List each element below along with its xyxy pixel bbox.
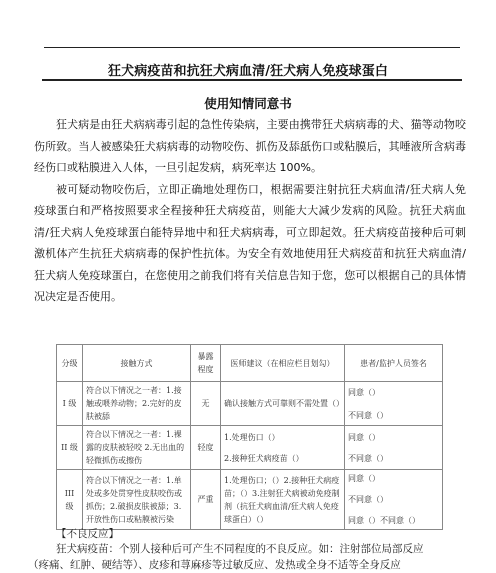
header-grade: 分级 [57, 345, 83, 382]
header-contact: 接触方式 [83, 345, 191, 382]
adverse-line-2: （疼痛、红肿、硬结等）、皮疹和荨麻疹等过敏反应、发热或全身不适等全身反应 [28, 559, 401, 571]
adverse-reaction-section [28, 527, 486, 573]
sign-cell[interactable] [345, 470, 443, 530]
table-row [57, 470, 443, 530]
adverse-line-1: 狂犬病疫苗：个别人接种后可产生不同程度的不良反应。如：注射部位局部反应 [56, 543, 424, 555]
sign-cell[interactable] [345, 382, 443, 426]
advice-cell[interactable]: 确认接触方式可靠则不需处置（） [221, 382, 345, 426]
contact-cell: 符合以下情况之一者：1.单处或多处贯穿性皮肤咬伤或抓伤；2.破损皮肤被舔；3.开放性伤口或粘膜被污染 [83, 470, 191, 530]
sign-disagree[interactable]: 不同意（） [348, 410, 388, 420]
sign-agree[interactable]: 同意（） [348, 474, 380, 483]
exposure-cell: 无 [191, 382, 221, 426]
title-rule [42, 79, 462, 81]
top-rule [44, 47, 460, 48]
document-subtitle: 使用知情同意书 [204, 96, 292, 111]
header-exposure: 暴露程度 [191, 345, 221, 382]
paragraph-advice: 被可疑动物咬伤后，立即正确地处理伤口，根据需要注射抗狂犬病血清/狂犬病人免疫球蛋白和严格按照要求全程接种狂犬病疫苗，则能大大减少发病的风险。抗狂犬病血清/狂犬病人免疫球蛋白能特异地中和狂犬病病毒，可立即起效。狂犬病疫苗接种后可刺激机体产生抗狂犬病病毒的保护性抗体。为安全有效地使用狂犬病疫苗和抗狂犬病血清/狂犬病人免疫球蛋白，在您使用之前我们将有关信息告知于您，您可以根据自己的具体情况决定是否使用。 [34, 182, 466, 303]
document-body [34, 114, 466, 308]
contact-cell: 符合以下情况之一者：1.裸露的皮肤被轻咬 2.无出血的轻微抓伤或擦伤 [83, 426, 191, 470]
header-sign: 患者/监护人员签名 [345, 345, 443, 382]
header-advice: 医师建议（在相应栏目划勾） [221, 345, 345, 382]
exposure-consent-table [56, 344, 443, 530]
table-row [57, 426, 443, 470]
advice-cell[interactable]: 1.处理伤口；（）2.接种狂犬病疫苗；（）3.注射狂犬病被动免疫制剂（抗狂犬病血清/狂犬病人免疫球蛋白）（） [221, 470, 345, 530]
grade-cell: I 级 [57, 382, 83, 426]
exposure-cell: 严重 [191, 470, 221, 530]
sign-agree[interactable]: 同意（） [348, 432, 380, 442]
sign-disagree[interactable]: 不同意（） [348, 453, 388, 463]
sign-choice[interactable]: 同意（）不同意（） [348, 516, 420, 525]
contact-cell: 符合以下情况之一者：1.接触或喂养动物；2.完好的皮肤被舔 [83, 382, 191, 426]
advice-item[interactable]: 1.处理伤口（） [224, 432, 280, 442]
grade-cell: III 级 [57, 470, 83, 530]
table-row [57, 382, 443, 426]
sign-disagree[interactable]: 不同意（） [348, 495, 388, 504]
table-header-row [57, 345, 443, 382]
adverse-label: 【不良反应】 [56, 528, 119, 540]
paragraph-intro: 狂犬病是由狂犬病病毒引起的急性传染病，主要由携带狂犬病病毒的犬、猫等动物咬伤所致。当人被感染狂犬病病毒的动物咬伤、抓伤及舔舐伤口或粘膜后，其唾液所含病毒经伤口或粘膜进入人体，一旦引起发病，病死率达 100%。 [34, 118, 466, 174]
sign-agree[interactable]: 同意（） [348, 387, 380, 397]
advice-item[interactable]: 2.接种狂犬病疫苗（） [224, 453, 304, 463]
exposure-cell: 轻度 [191, 426, 221, 470]
advice-cell[interactable] [221, 426, 345, 470]
grade-cell: II 级 [57, 426, 83, 470]
sign-cell[interactable] [345, 426, 443, 470]
document-title: 狂犬病疫苗和抗狂犬病血清/狂犬病人免疫球蛋白 [108, 64, 388, 79]
